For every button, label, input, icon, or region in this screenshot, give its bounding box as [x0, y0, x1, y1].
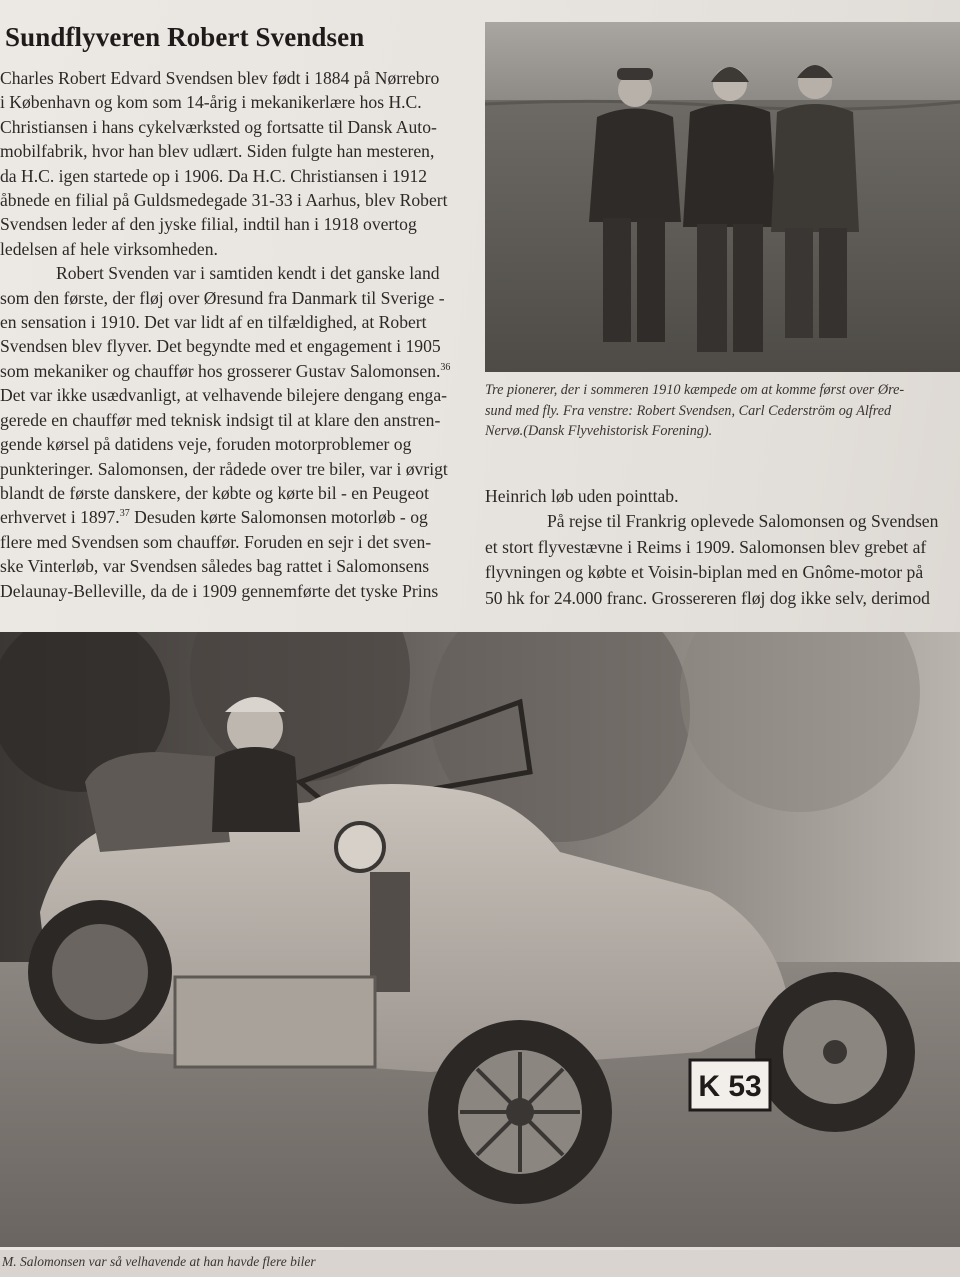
- car-photo-caption: M. Salomonsen var så velhavende at han havde flere biler: [0, 1250, 960, 1277]
- text-line-content: erhvervet i 1897.: [0, 507, 120, 528]
- pilots-photo-caption: [485, 380, 960, 442]
- text-line: [0, 505, 472, 529]
- car-photo-illustration: [0, 632, 960, 1247]
- text-line: Charles Robert Edvard Svendsen blev født i 1884 på Nørrebro: [0, 68, 440, 88]
- text-line: Christiansen i hans cykelværksted og fortsatte til Dansk Auto-: [0, 116, 437, 137]
- article-title: Sundflyveren Robert Svendsen: [5, 22, 365, 52]
- text-line: en sensation i 1910. Det var lidt af en tilfældighed, at Robert: [0, 312, 427, 333]
- right-text-column: [485, 484, 960, 611]
- text-line: Svendsen leder af den jyske filial, indtil han i 1918 overtog: [0, 214, 417, 235]
- text-line: i København og kom som 14-årig i mekanikerlære hos H.C.: [0, 92, 422, 113]
- text-line-content: Desuden kørte Salomonsen motorløb - og: [134, 507, 428, 528]
- text-line: ske Vinterløb, var Svendsen således bag rattet i Salomonsens: [0, 556, 430, 577]
- text-line: flere med Svendsen som chauffør. Foruden en sejr i det sven-: [0, 531, 432, 552]
- text-line: punkteringer. Salomonsen, der rådede over tre biler, var i øvrigt: [0, 458, 448, 479]
- paragraph-2: [0, 261, 472, 603]
- text-line: som den første, der fløj over Øresund fra Danmark til Sverige -: [0, 287, 445, 308]
- paragraph-1: [0, 66, 472, 261]
- text-line: blandt de første danskere, der købte og kørte bil - en Peugeot: [0, 482, 429, 503]
- text-line: 50 hk for 24.000 franc. Grossereren fløj dog ikke selv, derimod: [485, 587, 930, 608]
- text-line: mobilfabrik, hvor han blev udlært. Siden fulgte han mesteren,: [0, 141, 435, 162]
- text-line: Det var ikke usædvanligt, at velhavende bilejere dengang enga-: [0, 385, 448, 406]
- text-line: [0, 359, 472, 383]
- text-line: Svendsen blev flyver. Det begyndte med et engagement i 1905: [0, 336, 441, 357]
- caption-line: sund med fly. Fra venstre: Robert Svendsen, Carl Cederström og Alfred: [485, 402, 892, 419]
- license-plate: K 53: [698, 1070, 762, 1103]
- text-line: Delaunay-Belleville, da de i 1909 gennemførte det tyske Prins: [0, 580, 439, 601]
- text-line: Robert Svenden var i samtiden kendt i det ganske land: [56, 263, 440, 284]
- car-photo: [0, 632, 960, 1247]
- text-line: gerede en chauffør med teknisk indsigt til at klare den anstren-: [0, 409, 441, 430]
- caption-line: Tre pionerer, der i sommeren 1910 kæmpede om at komme først over Øre-: [485, 382, 905, 398]
- left-text-column: [0, 66, 472, 603]
- text-line: På rejse til Frankrig oplevede Salomonsen og Svendsen: [547, 511, 939, 532]
- pilots-photo-illustration: [485, 22, 960, 372]
- text-line: ledelsen af hele virksomheden.: [0, 238, 218, 259]
- text-line: flyvningen og købte et Voisin-biplan med en Gnôme-motor på: [485, 562, 924, 583]
- text-line: åbnede en filial på Guldsmedegade 31-33 i Aarhus, blev Robert: [0, 190, 448, 211]
- text-line: Heinrich løb uden pointtab.: [485, 486, 679, 506]
- text-line-content: som mekaniker og chauffør hos grosserer Gustav Salomonsen.: [0, 360, 441, 381]
- footnote-marker: 37: [119, 508, 130, 520]
- caption-line: Nervø.(Dansk Flyvehistorisk Forening).: [485, 423, 713, 439]
- text-line: da H.C. igen startede op i 1906. Da H.C. Christiansen i 1912: [0, 165, 428, 186]
- pilots-photo: [485, 22, 960, 372]
- footnote-marker: 36: [440, 362, 451, 374]
- text-line: et stort flyvestævne i Reims i 1909. Salomonsen blev grebet af: [485, 536, 927, 557]
- text-line: gende kørsel på datidens veje, foruden motorproblemer og: [0, 434, 412, 455]
